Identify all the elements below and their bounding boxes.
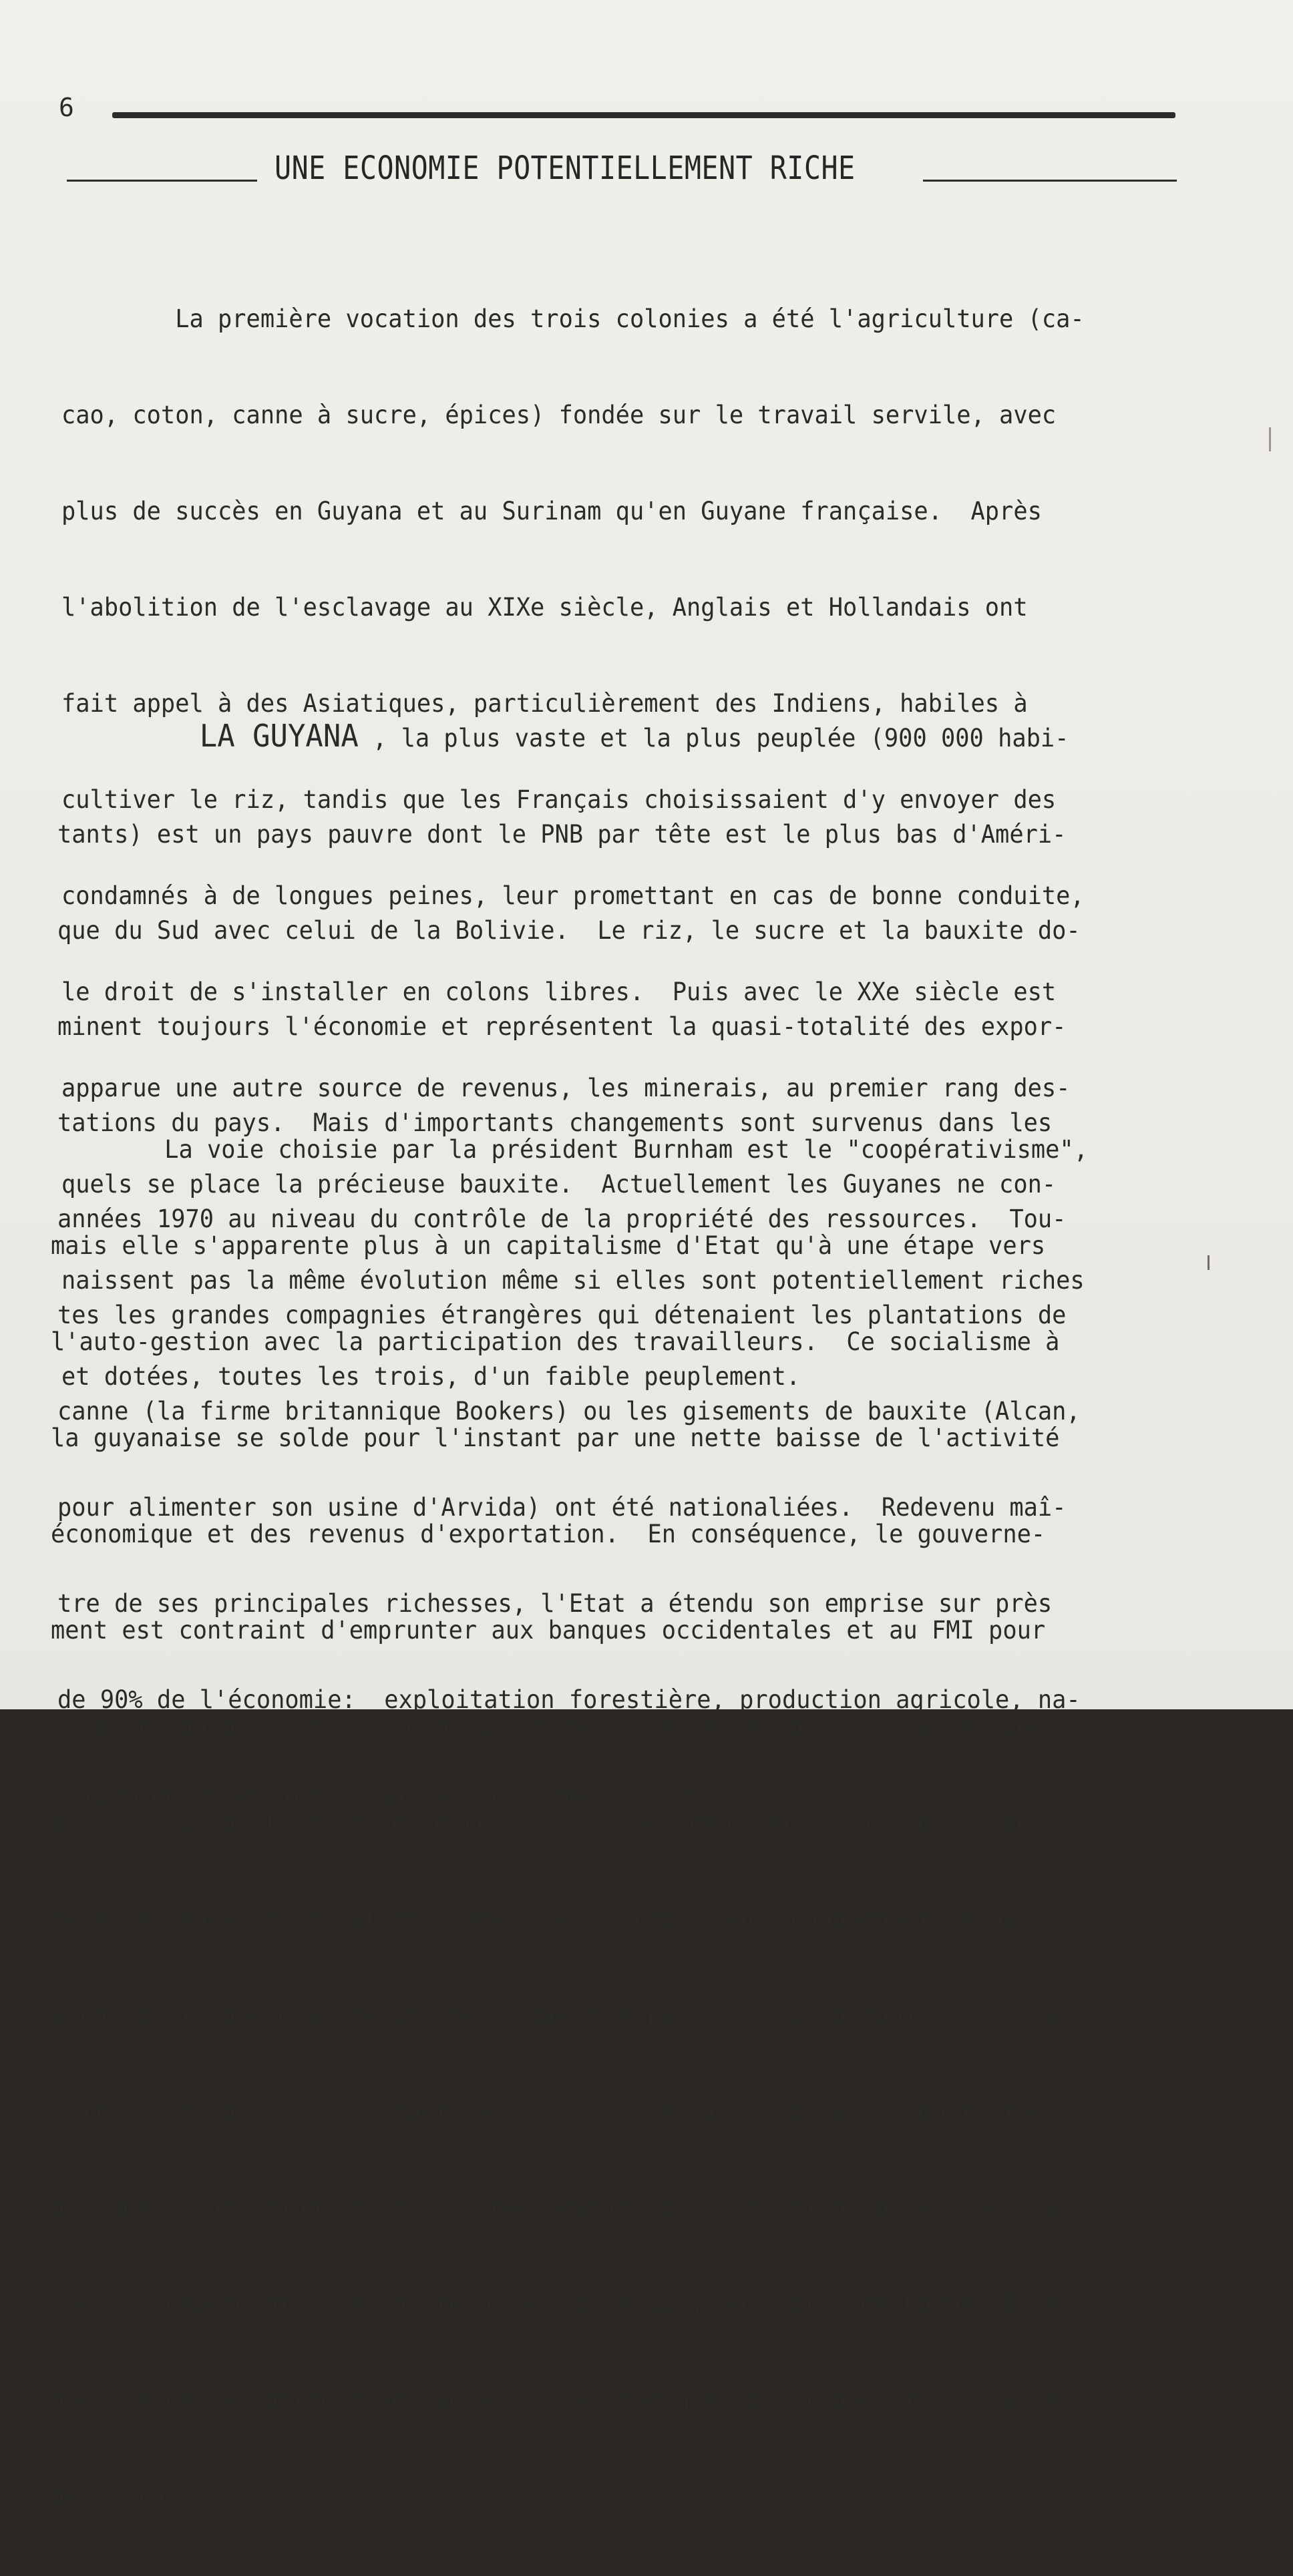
text-line: canne (la firme britannique Bookers) ou les gisements de bauxite (Alcan,: [57, 1397, 1081, 1426]
text-line: tes les grandes compagnies étrangères qui détenaient les plantations de: [57, 1301, 1067, 1329]
text-line: plus de succès en Guyana et au Surinam qu'en Guyane française. Après: [61, 497, 1042, 525]
text-line: tre de ses principales richesses, l'Etat a étendu son emprise sur près: [57, 1589, 1053, 1618]
text-line: l'abolition de l'esclavage au XIXe siècle, Anglais et Hollandais ont: [61, 593, 1028, 622]
text-line: te extérieure et le ralentissement de la croissance condamnent le pays: [51, 1904, 1046, 1933]
text-line: minent toujours l'économie et représentent la quasi-totalité des expor-: [57, 1012, 1067, 1041]
paper-speck: [1269, 427, 1271, 451]
text-line: et dotées, toutes les trois, d'un faible peuplement.: [61, 1362, 801, 1391]
page-title: UNE ECONOMIE POTENTIELLEMENT RICHE: [274, 150, 856, 187]
text-line: ment est contraint d'emprunter aux banques occidentales et au FMI pour: [51, 1616, 1046, 1645]
page-number: 6: [59, 93, 74, 122]
text-line: La première vocation des trois colonies a été l'agriculture (ca-: [61, 304, 1085, 333]
text-line: La voie choisie par la président Burnham est le "coopérativisme",: [51, 1135, 1088, 1164]
first-line-text: , la plus vaste et la plus peuplée (900 000 habi-: [358, 724, 1069, 753]
text-line: fait appel à des Asiatiques, particulièrement des Indiens, habiles à: [61, 689, 1028, 718]
text-line: dis que l'inflation sévit. La dégradation des conditions de vie ne tou-: [51, 2193, 1074, 2221]
text-line: de l'Etat.: [51, 2481, 193, 2510]
country-heading: LA GUYANA: [199, 718, 359, 754]
title-rule-right: [923, 180, 1177, 182]
indent: [57, 724, 200, 753]
title-row: [67, 140, 1189, 187]
text-line: l'auto-gestion avec la participation des travailleurs. Ce socialisme à: [51, 1327, 1060, 1356]
text-line: par le coût de la facture pétrolière, le paiement du service de la det-: [51, 1808, 1060, 1837]
title-rule-left: [67, 180, 257, 182]
text-line: économique et des revenus d'exportation. En conséquence, le gouverne-: [51, 1520, 1046, 1548]
text-line: tations du pays. Mais d'importants changements sont survenus dans les: [57, 1108, 1053, 1137]
text-line: à une politique d'austérité mal supportée par les plus démunis: les sa-: [51, 2000, 1074, 2029]
text-line: que du Sud avec celui de la Bolivie. Le riz, le sucre et la bauxite do-: [57, 916, 1081, 945]
text-line: de 90% de l'économie: exploitation forestière, production agricole, na-: [57, 1685, 1081, 1714]
text-line: combler son déficit. La diminution des réserves en devises, accentuée: [51, 1712, 1046, 1741]
text-line: la guyanaise se solde pour l'instant par une nette baisse de l'activité: [51, 1424, 1060, 1452]
text-line: pour alimenter son usine d'Arvida) ont été nationaliées. Redevenu maî-: [57, 1493, 1067, 1522]
text-line: naissent pas la même évolution même si elles sont potentiellement riches: [61, 1266, 1085, 1295]
text-line: vigation, transports, banques de commerce, etc...: [57, 1781, 754, 1810]
text-line: ham,exerce le contrôle des appareils économique, politique et militaire: [51, 2385, 1060, 2414]
header-rule: [112, 112, 1175, 118]
text-line: [57, 720, 1081, 755]
text-line: cao, coton, canne à sucre, épices) fondée sur le travail servile, avec: [61, 401, 1057, 429]
text-line: che pas cependant la minorité privilégiée qui, aux côtés de Forbes Burn-: [51, 2289, 1074, 2318]
text-line: cultiver le riz, tandis que les Français choisissaient d'y envoyer des: [61, 785, 1057, 814]
text-line: le droit de s'installer en colons libres. Puis avec le XXe siècle est: [61, 978, 1057, 1006]
text-line: quels se place la précieuse bauxite. Actuellement les Guyanes ne con-: [61, 1170, 1057, 1199]
text-line: années 1970 au niveau du contrôle de la propriété des ressources. Tou-: [57, 1205, 1067, 1233]
text-line: laires sont gelés, les impôts accrus, les services sociaux réduits tan-: [51, 2097, 1060, 2125]
text-line: tants) est un pays pauvre dont le PNB par tête est le plus bas d'Améri-: [57, 820, 1067, 849]
text-line: condamnés à de longues peines, leur promettant en cas de bonne conduite,: [61, 881, 1085, 910]
paper-speck: [1208, 1255, 1210, 1270]
paragraph-cooperativisme: [51, 1070, 1088, 2576]
text-line: apparue une autre source de revenus, les minerais, au premier rang des-: [61, 1074, 1071, 1102]
text-line: mais elle s'apparente plus à un capitalisme d'Etat qu'à une étape vers: [51, 1231, 1046, 1260]
